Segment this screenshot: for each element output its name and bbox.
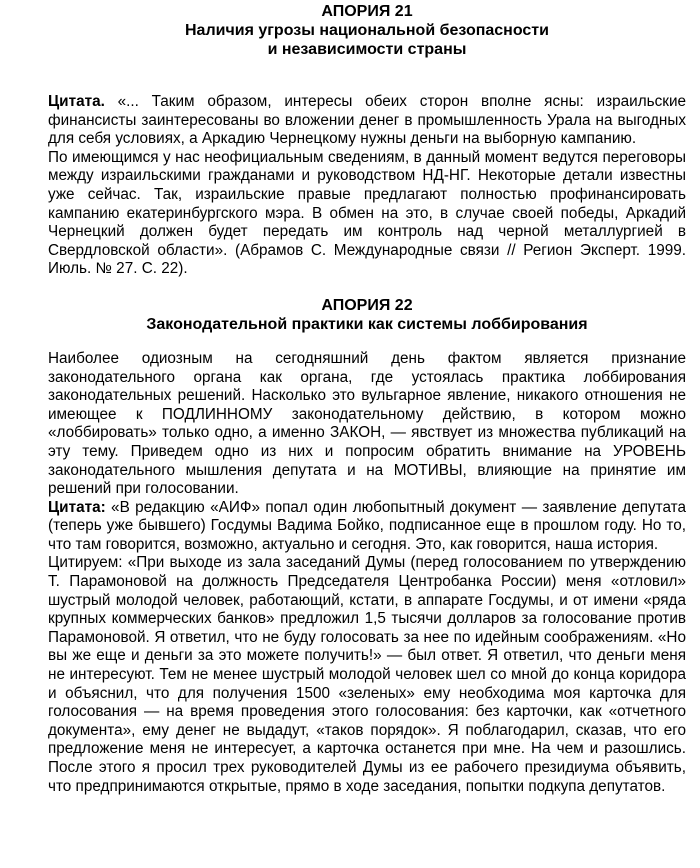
section-heading-aporia-21 xyxy=(48,0,686,59)
paragraph-text: Наиболее одиозным на сегодняшний день фактом является признание законодательного органа как органа, где устоялась практика лоббирования законодательных решений. Насколько это вульгарное явление, никакого отношения не имеющее к ПОДЛИННОМУ законодательному действию, в котором можно «лоббировать» только одно, а именно ЗАКОН, — явствует из множества публикаций на эту тему. Приведем одно из них и попросим обратить внимание на УРОВЕНЬ законодательного мышления депутата и на МОТИВЫ, влияющие на принятие им решений при голосовании. xyxy=(48,349,686,498)
paragraph-text: Цитируем: «При выходе из зала заседаний Думы (перед голосованием по утверждению Т. Парамоновой на должность Председателя Центробанка России) меня «отловил» шустрый молодой человек, работающий, кстати, в аппарате Госдумы, и от имени «ряда крупных коммерческих банков» предложил 1,5 тысячи долларов за голосование против Парамоновой. Я ответил, что не буду голосовать за нее по идейным соображениям. «Но вы же еще и деньги за это можете получить!» — был ответ. Я ответил, что деньги меня не интересуют. Тем не менее шустрый молодой человек шел со мной до конца коридора и объяснил, что для получения 1500 «зеленых» ему необходима моя карточка для голосования — на время проведения этого голосования: без карточки, как «отчетного документа», ему денег не выдадут, «таков порядок». Я поблагодарил, сказав, что его предложение меня не интересует, а карточка останется при мне. На чем и разошлись. После этого я просил трех руководителей Думы из ее рабочего президиума объявить, что предпринимаются открытые, прямо в ходе заседания, попытки подкупа депутатов. xyxy=(48,554,686,795)
body-paragraph xyxy=(48,554,686,796)
section-body-aporia-22 xyxy=(48,350,686,796)
quote-paragraph xyxy=(48,93,686,149)
section-subtitle-line: Законодательной практики как системы лоббирования xyxy=(146,315,588,333)
quote-label: Цитата. xyxy=(48,93,105,110)
document-page xyxy=(48,0,686,796)
body-paragraph xyxy=(48,149,686,279)
paragraph-text: «В редакцию «АИФ» попал один любопытный документ — заявление депутата (теперь уже бывшего) Госдумы Вадима Бойко, подписанное еще в прошлом году. Но то, что там говорится, возможно, актуально и сегодня. Это, как говорится, наша история. xyxy=(48,498,686,553)
section-subtitle-line: Наличия угрозы национальной безопасности xyxy=(185,22,549,39)
quote-label: Цитата: xyxy=(48,498,106,516)
quote-paragraph xyxy=(48,499,686,555)
section-title: АПОРИЯ 22 xyxy=(321,296,413,314)
paragraph-text: «... Таким образом, интересы обеих сторон вполне ясны: израильские финансисты заинтересованы во вложении денег в промышленность Урала на выгодных для себя условиях, а Аркадию Чернецкому нужны деньги на выборную кампанию. xyxy=(48,93,686,148)
section-title: АПОРИЯ 21 xyxy=(321,3,413,20)
paragraph-text: По имеющимся у нас неофициальным сведениям, в данный момент ведутся переговоры между израильскими гражданами и руководством НД-НГ. Некоторые детали известны уже сейчас. Так, израильские правые предлагают полностью профинансировать кампанию екатеринбургского мэра. В обмен на это, в случае своей победы, Аркадий Чернецкий должен будет передать им контроль над черной металлургией в Свердловской области». (Абрамов С. Международные связи // Регион Эксперт. 1999. Июль. № 27. С. 22). xyxy=(48,148,686,278)
section-body-aporia-21 xyxy=(48,93,686,279)
section-subtitle-line: и независимости страны xyxy=(267,41,467,58)
body-paragraph xyxy=(48,350,686,499)
section-heading-aporia-22 xyxy=(48,296,686,334)
